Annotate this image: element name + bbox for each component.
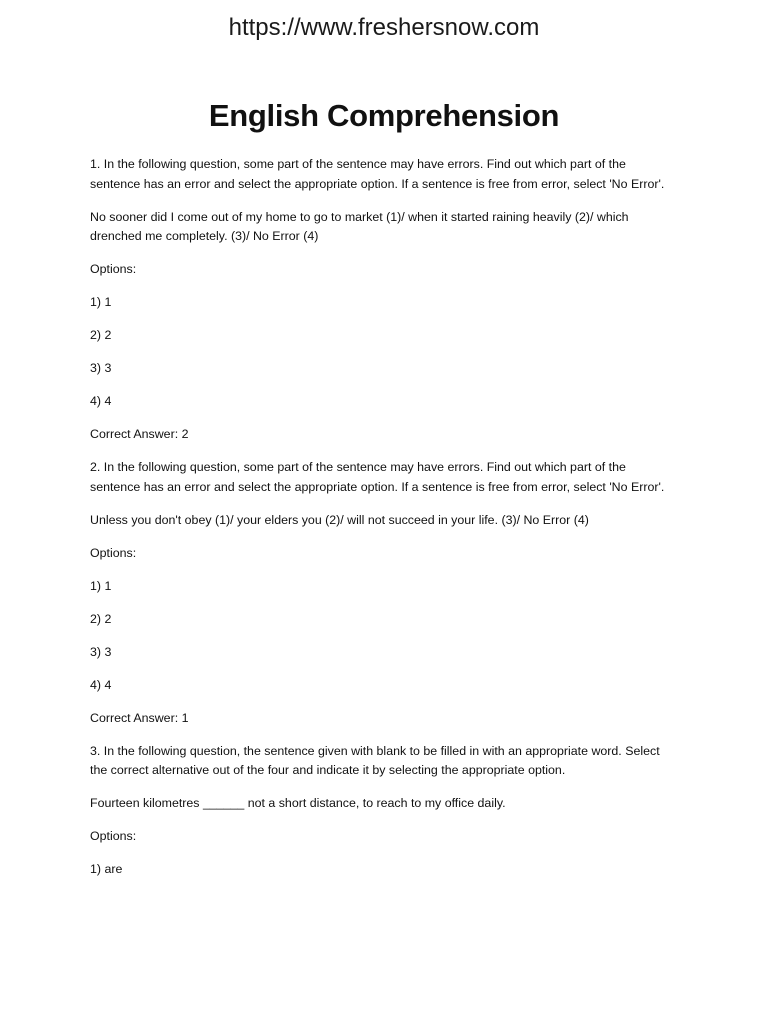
question-2-answer: Correct Answer: 1 [90,710,189,725]
question-1-prompt: 1. In the following question, some part of the sentence may have errors. Find out which part of the sentence has an error and select the appropriate option. If a sentence is free from error, select 'No Error'. [90,157,665,191]
question-3-options-label: Options: [90,829,137,843]
question-1-options-label: Options: [90,262,137,276]
question-1-answer: Correct Answer: 2 [90,427,189,441]
site-url: https://www.freshersnow.com [228,14,540,41]
question-1-option-3: 3) 3 [90,361,112,375]
question-2-option-4: 4) 4 [90,677,112,692]
question-3-sentence: Fourteen kilometres ______ not a short distance, to reach to my office daily. [90,796,506,810]
page-title: English Comprehension [208,98,560,133]
document-body [90,155,670,893]
question-2-option-1: 1) 1 [90,578,112,593]
question-2-prompt: 2. In the following question, some part of the sentence may have errors. Find out which part of the sentence has an error and select the appropriate option. If a sentence is free from error, select 'No Error'. [90,460,665,494]
question-2-sentence: Unless you don't obey (1)/ your elders you (2)/ will not succeed in your life. (3)/ No Error (4) [90,512,589,527]
question-3-prompt: 3. In the following question, the sentence given with blank to be filled in with an appropriate word. Select the correct alternative out of the four and indicate it by selecting the appropriate option. [90,743,660,777]
question-2-option-3: 3) 3 [90,644,112,659]
question-1-option-2: 2) 2 [90,328,112,342]
question-1-sentence: No sooner did I come out of my home to go to market (1)/ when it started raining heavily (2)/ which drenched me completely. (3)/ No Error (4) [90,209,629,243]
question-2-options-label: Options: [90,545,137,560]
question-1-option-1: 1) 1 [90,295,112,309]
question-2-option-2: 2) 2 [90,611,112,626]
question-3-option-1: 1) are [90,862,123,876]
question-1-option-4: 4) 4 [90,394,112,408]
